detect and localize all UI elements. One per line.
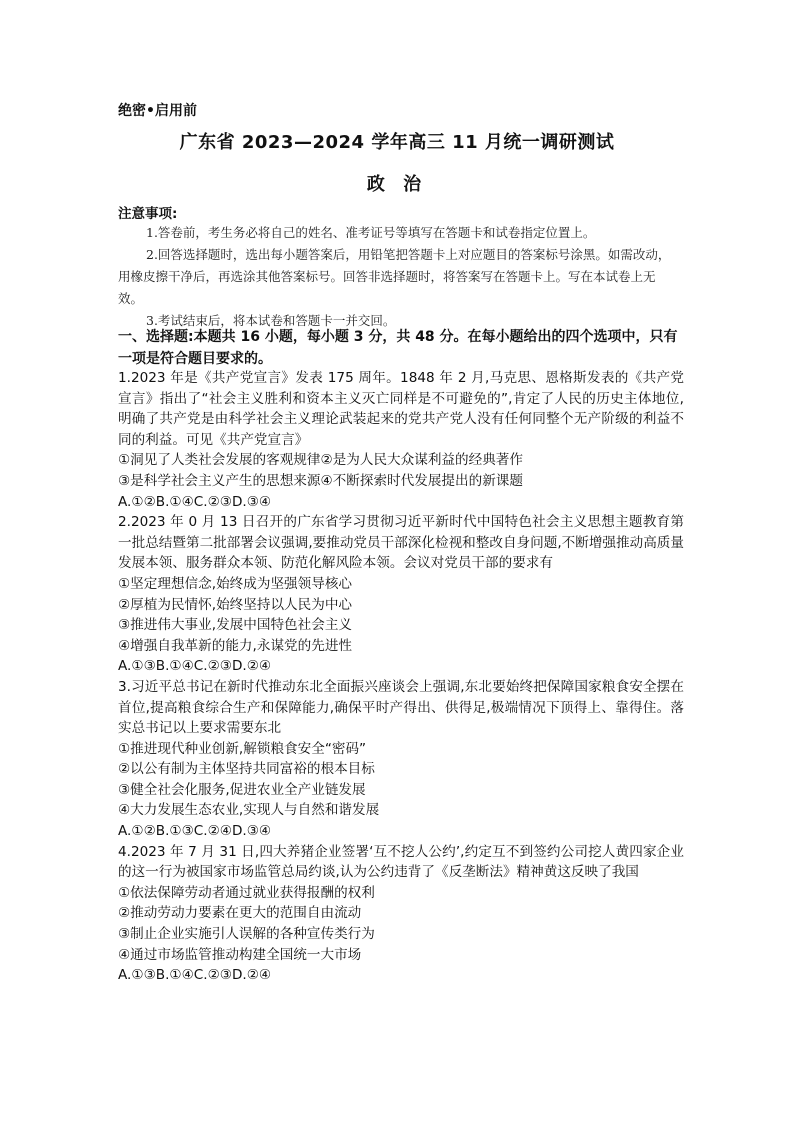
- answer-choices: A.①③B.①④C.②③D.②④: [118, 658, 272, 675]
- notice-item: 1.答卷前，考生务必将自己的姓名、准考证号等填写在答题卡和试卷指定位置上。: [146, 225, 596, 240]
- question-option: ④通过市场监管推动构建全国统一大市场: [118, 946, 362, 963]
- confidential-label: 绝密•启用前: [118, 103, 197, 119]
- question-stem: 1.2023 年是《共产党宣言》发表 175 周年。1848 年 2 月,马克思、恩格斯发表的《共产党宣言》指出了“社会主义胜利和资本主义灭亡同样是不可避免的”,肯定了人民的历史主体地位,明确了共产党是由科学社会主义理论武装起来的党共产党人没有任何同整个无产阶级的利益不同的利益。可见《共产党宣言》: [118, 370, 684, 448]
- question-option: ①推进现代种业创新,解锁粮食安全“密码”: [118, 740, 367, 757]
- question-option: ③健全社会化服务,促进农业全产业链发展: [118, 781, 366, 798]
- question: [118, 677, 684, 842]
- question-option: ①坚定理想信念,始终成为坚强领导核心: [118, 575, 353, 592]
- question-option: ②厚植为民情怀,始终坚持以人民为中心: [118, 596, 353, 613]
- question: [118, 512, 684, 677]
- answer-choices: A.①③B.①④C.②③D.②④: [118, 967, 272, 984]
- question-option: ④增强自我革新的能力,永谋党的先进性: [118, 637, 353, 654]
- question-option: ②推动劳动力要素在更大的范围自由流动: [118, 905, 362, 922]
- notice-heading: 注意事项:: [118, 206, 178, 222]
- question-stem: 2.2023 年 0 月 13 日召开的广东省学习贯彻习近平新时代中国特色社会主义思想主题教育第一批总结暨第二批部署会议强调,要推动党员干部深化检视和整改自身问题,不断增强推动高质量发展本领、服务群众本领、防范化解风险本领。会议对党员干部的要求有: [118, 514, 684, 572]
- question-option: ③是科学社会主义产生的思想来源④不断探索时代发展提出的新课题: [118, 472, 523, 489]
- notice-item: 3.考试结束后，将本试卷和答题卡一并交回。: [146, 313, 396, 328]
- question-option: ①依法保障劳动者通过就业获得报酬的权利: [118, 884, 375, 901]
- question-list: [118, 368, 684, 986]
- notice-list: [118, 222, 680, 332]
- question-option: ①洞见了人类社会发展的客观规律②是为人民大众谋利益的经典著作: [118, 452, 523, 469]
- question-option: ③推进伟大事业,发展中国特色社会主义: [118, 617, 353, 634]
- question-stem: 3.习近平总书记在新时代推动东北全面振兴座谈会上强调,东北要始终把保障国家粮食安全摆在首位,提高粮食综合生产和保障能力,确保平时产得出、供得足,极端情况下顶得上、靠得住。落实总书记以上要求需要东北: [118, 678, 684, 737]
- answer-choices: A.①②B.①③C.②④D.③④: [118, 823, 272, 840]
- answer-choices: A.①②B.①④C.②③D.③④: [118, 493, 272, 510]
- question-option: ④大力发展生态农业,实现人与自然和谐发展: [118, 802, 380, 819]
- exam-title: 广东省 2023—2024 学年高三 11 月统一调研测试: [179, 132, 615, 153]
- question-option: ③制止企业实施引人误解的各种宣传类行为: [118, 926, 375, 943]
- question-stem: 4.2023 年 7 月 31 日,四大养猪企业签署‘互不挖人公约’,约定互不到签约公司挖人黄四家企业的这一行为被国家市场监管总局约谈,认为公约违背了《反垄断法》精神黄这反映了我国: [118, 843, 684, 881]
- question-option: ②以公有制为主体坚持共同富裕的根本目标: [118, 761, 375, 778]
- question: [118, 368, 684, 512]
- notice-item: 2.回答选择题时，选出每小题答案后，用铅笔把答题卡上对应题目的答案标号涂黑。如需改动，用橡皮擦干净后，再选涂其他答案标号。回答非选择题时，将答案写在答题卡上。写在本试卷上无效。: [118, 247, 671, 306]
- section-heading: 一、选择题:本题共 16 小题，每小题 3 分，共 48 分。在每小题给出的四个选项中，只有一项是符合题目要求的。: [118, 329, 678, 367]
- question: [118, 842, 684, 986]
- subject-title: 政 治: [366, 174, 428, 195]
